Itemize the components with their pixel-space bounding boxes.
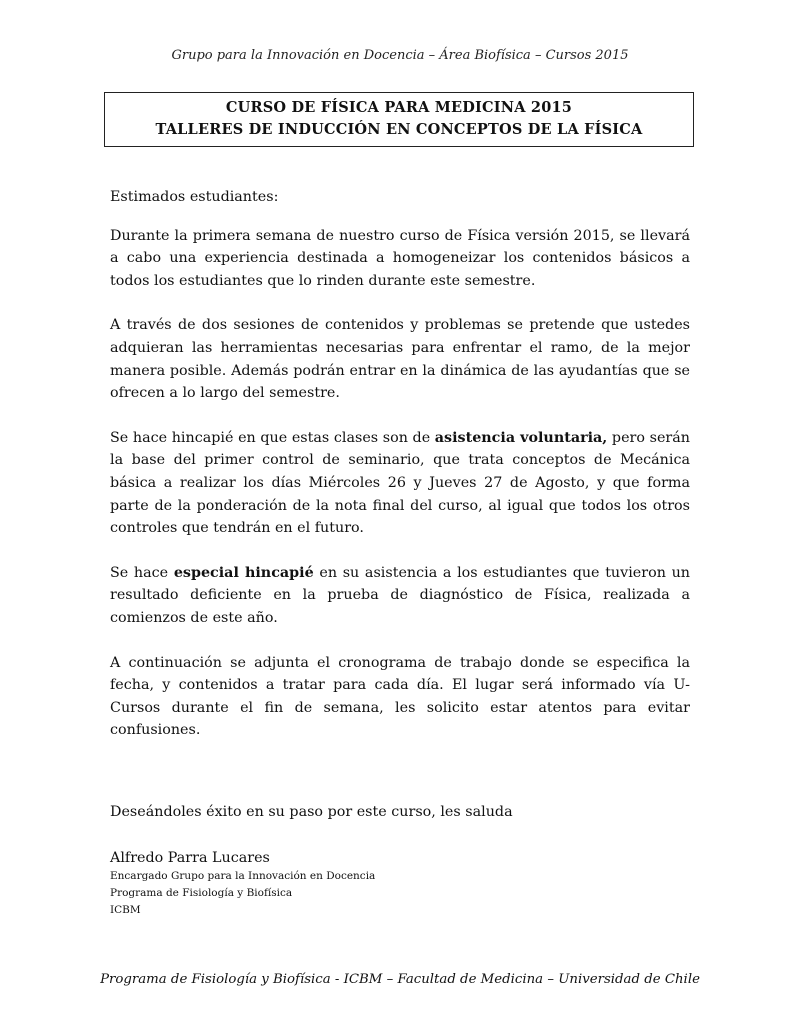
- page-header: Grupo para la Innovación en Docencia – Área Biofísica – Cursos 2015: [171, 48, 629, 63]
- paragraph-voluntary-start: Se hace hincapié en que estas clases son de: [110, 429, 435, 446]
- paragraph-voluntary-end: pero serán la base del primer control de seminario, que trata conceptos de Mecánica básica a realizar los días Miércoles 26 y Jueves 27 de Agosto, y que forma parte de la ponderación de la nota final del curso, al igual que todos los otros controles que tendrán en el futuro.: [110, 429, 690, 537]
- letter-body: [110, 186, 690, 764]
- page-footer: Programa de Fisiología y Biofísica - ICBM – Facultad de Medicina – Universidad de Chile: [100, 972, 700, 987]
- paragraph-sessions: A través de dos sesiones de contenidos y problemas se pretende que ustedes adquieran las herramientas necesarias para enfrentar el ramo, de la mejor manera posible. Además podrán entrar en la dinámica de las ayudantías que se ofrecen a lo largo del semestre.: [110, 317, 690, 402]
- course-title: CURSO DE FÍSICA PARA MEDICINA 2015: [225, 99, 573, 116]
- signer-institute: ICBM: [110, 904, 141, 916]
- signer-role: Encargado Grupo para la Innovación en Docencia: [110, 870, 376, 882]
- title-box: [104, 92, 694, 147]
- paragraph-emphasis-start: Se hace: [110, 564, 174, 581]
- closing-line: Deseándoles éxito en su paso por este curso, les saluda: [110, 804, 513, 820]
- signer-name: Alfredo Parra Lucares: [110, 850, 270, 866]
- signature-block: [110, 848, 375, 919]
- paragraph-voluntary: [110, 427, 690, 540]
- workshop-title: TALLERES DE INDUCCIÓN EN CONCEPTOS DE LA FÍSICA: [155, 121, 643, 138]
- paragraph-intro: Durante la primera semana de nuestro curso de Física versión 2015, se llevará a cabo una experiencia destinada a homogeneizar los contenidos básicos a todos los estudiantes que lo rinden durante este semestre.: [110, 227, 690, 289]
- paragraph-emphasis: [110, 562, 690, 630]
- paragraph-schedule: A continuación se adjunta el cronograma de trabajo donde se especifica la fecha, y contenidos a tratar para cada día. El lugar será informado vía U-Cursos durante el fin de semana, les solicito estar atentos para evitar confusiones.: [110, 654, 690, 739]
- signer-program: Programa de Fisiología y Biofísica: [110, 887, 293, 899]
- paragraph-emphasis-end: en su asistencia a los estudiantes que tuvieron un resultado deficiente en la prueba de diagnóstico de Física, realizada a comienzos de este año.: [110, 564, 690, 626]
- voluntary-emphasis: asistencia voluntaria,: [434, 429, 608, 446]
- greeting: Estimados estudiantes:: [110, 189, 279, 205]
- special-emphasis: especial hincapié: [173, 564, 314, 581]
